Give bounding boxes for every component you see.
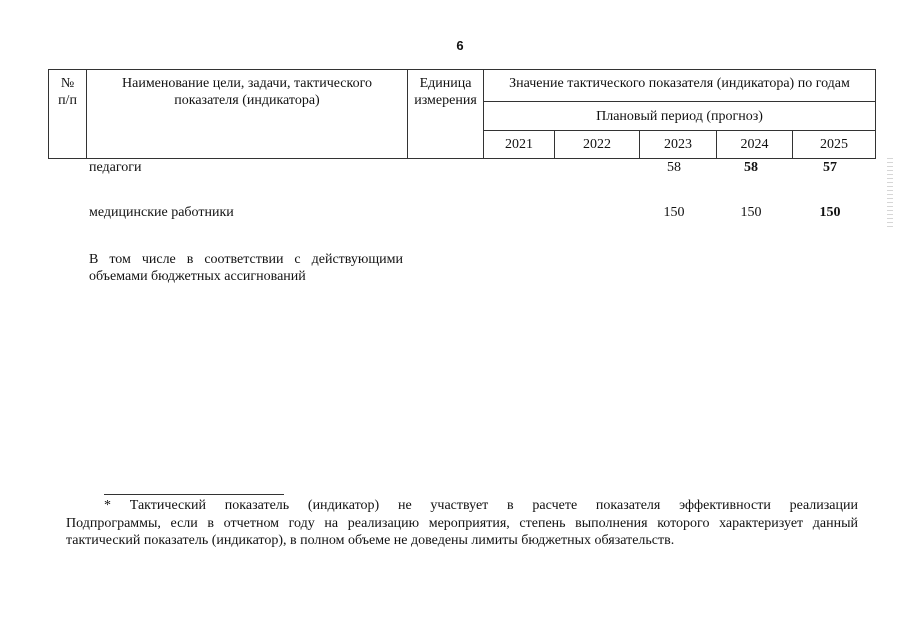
row-label: медицинские работники [89, 205, 234, 220]
header-name-cell [87, 70, 408, 159]
budget-note [89, 251, 403, 285]
footnote-divider [104, 494, 284, 495]
header-name-line1: Наименование цели, задачи, тактического [122, 76, 372, 91]
header-num-line2: п/п [58, 93, 77, 108]
indicator-table-header [48, 69, 876, 159]
header-unit-cell [408, 70, 484, 159]
header-year-2022: 2022 [555, 131, 640, 159]
page-number: 6 [456, 38, 464, 53]
header-num-cell [49, 70, 87, 159]
header-period: Плановый период (прогноз) [484, 102, 876, 131]
scan-edge-marks [887, 158, 893, 228]
header-unit-line2: измерения [414, 93, 477, 108]
row-value-2025: 150 [819, 205, 841, 220]
row-value-2023: 58 [667, 160, 681, 175]
row-value-2023: 150 [663, 205, 685, 220]
header-year-2024: 2024 [717, 131, 793, 159]
header-year-2025: 2025 [793, 131, 876, 159]
footnote-line2: Подпрограммы, если в отчетном году на реализацию мероприятия, степень выполнения которого характеризует данный [66, 515, 858, 531]
header-year-2021: 2021 [484, 131, 555, 159]
budget-note-line1: В том числе в соответствии с действующими [89, 252, 403, 267]
footnote-line1: * Тактический показатель (индикатор) не участвует в расчете показателя эффективности реализации [104, 498, 858, 513]
table-row [0, 205, 905, 225]
footnote [66, 497, 858, 550]
footnote-line3: тактический показатель (индикатор), в полном объеме не доведены лимиты бюджетных обязательств. [66, 533, 675, 548]
header-values-title: Значение тактического показателя (индикатора) по годам [484, 70, 876, 102]
header-year-2023: 2023 [640, 131, 717, 159]
header-num-line1: № [60, 76, 75, 91]
header-name-line2: показателя (индикатора) [174, 93, 320, 108]
row-value-2024: 58 [744, 160, 758, 175]
header-unit-line1: Единица [419, 76, 472, 91]
row-value-2024: 150 [740, 205, 762, 220]
row-label: педагоги [89, 160, 142, 175]
budget-note-line2: объемами бюджетных ассигнований [89, 269, 306, 284]
table-row [0, 160, 905, 180]
row-value-2025: 57 [823, 160, 837, 175]
